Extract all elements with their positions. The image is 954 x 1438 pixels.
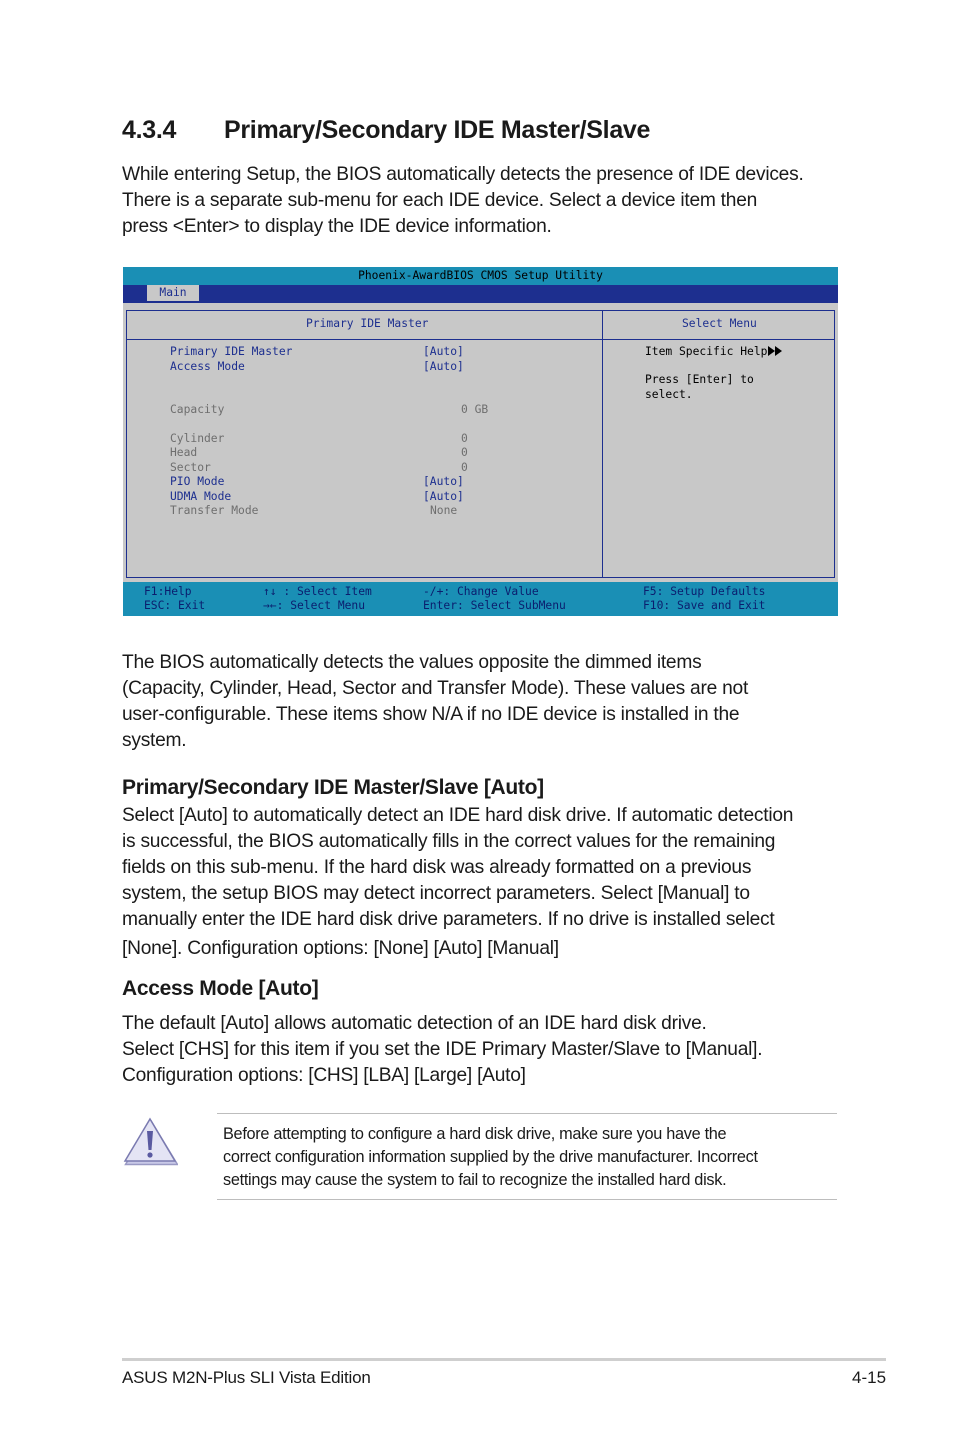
section-title-text: Primary/Secondary IDE Master/Slave xyxy=(224,116,651,144)
bios-key-change: -/+: Change Value xyxy=(423,585,539,598)
sub1-line: is successful, the BIOS automatically fills in the correct values for the remaining xyxy=(122,831,776,852)
bios-value-sector: 0 xyxy=(461,461,468,474)
intro-paragraph xyxy=(122,162,852,240)
bios-item-pio-mode[interactable]: PIO Mode xyxy=(170,475,225,488)
bios-item-head: Head xyxy=(170,446,198,459)
subheading-ide-master-slave: Primary/Secondary IDE Master/Slave [Auto] xyxy=(122,776,544,799)
intro-line: There is a separate sub-menu for each IDE device. Select a device item then xyxy=(122,190,758,211)
detect-line: user-configurable. These items show N/A if no IDE device is installed in the xyxy=(122,704,740,725)
footer-rule xyxy=(122,1358,886,1361)
bios-item-primary-ide-master[interactable]: Primary IDE Master xyxy=(170,345,293,358)
detect-paragraph xyxy=(122,650,852,754)
bios-key-f1: F1:Help xyxy=(144,585,192,598)
bios-item-udma-mode[interactable]: UDMA Mode xyxy=(170,490,232,503)
sub1-line: manually enter the IDE hard disk drive parameters. If no drive is installed select xyxy=(122,909,775,930)
bios-title-bar: Phoenix-AwardBIOS CMOS Setup Utility xyxy=(123,267,838,285)
sub1-line: fields on this sub-menu. If the hard disk was already formatted on a previous xyxy=(122,857,752,878)
sub1-line: system, the setup BIOS may detect incorrect parameters. Select [Manual] to xyxy=(122,883,750,904)
bios-value-head: 0 xyxy=(461,446,468,459)
note-line: Before attempting to configure a hard disk drive, make sure you have the xyxy=(223,1125,727,1143)
bios-key-updown: ↑↓ : Select Item xyxy=(263,585,372,598)
bios-value-primary-ide-master[interactable]: [Auto] xyxy=(423,345,464,358)
sub2-line: The default [Auto] allows automatic detection of an IDE hard disk drive. xyxy=(122,1013,707,1034)
bios-value-access-mode[interactable]: [Auto] xyxy=(423,360,464,373)
bios-key-legend xyxy=(123,582,838,616)
bios-value-cylinder: 0 xyxy=(461,432,468,445)
sub2-line: Configuration options: [CHS] [LBA] [Large] [Auto] xyxy=(122,1065,526,1086)
bios-right-header: Select Menu xyxy=(682,317,757,330)
intro-line: While entering Setup, the BIOS automatically detects the presence of IDE devices. xyxy=(122,164,804,185)
bios-item-sector: Sector xyxy=(170,461,211,474)
bios-tab-main[interactable]: Main xyxy=(147,285,199,301)
bios-value-transfer-mode: None xyxy=(430,504,458,517)
note-bottom-rule xyxy=(217,1199,837,1200)
page-number: 4-15 xyxy=(852,1368,887,1387)
bios-key-enter: Enter: Select SubMenu xyxy=(423,599,566,612)
bios-help-title-text: Item Specific Help xyxy=(645,345,768,358)
bios-item-capacity: Capacity xyxy=(170,403,225,416)
bios-help-line: Press [Enter] to xyxy=(645,373,754,386)
note-top-rule xyxy=(217,1113,837,1114)
bios-header-divider xyxy=(126,339,835,340)
section-number: 4.3.4 xyxy=(122,116,177,144)
warning-icon xyxy=(122,1116,178,1171)
sub1-line: Select [Auto] to automatically detect an IDE hard disk drive. If automatic detection xyxy=(122,805,794,826)
sub2-paragraph xyxy=(122,1011,862,1089)
bios-left-header: Primary IDE Master xyxy=(306,317,429,330)
bios-screenshot xyxy=(123,267,838,616)
bios-item-cylinder: Cylinder xyxy=(170,432,225,445)
bios-item-access-mode[interactable]: Access Mode xyxy=(170,360,245,373)
bios-item-transfer-mode: Transfer Mode xyxy=(170,504,259,517)
note-line: settings may cause the system to fail to recognize the installed hard disk. xyxy=(223,1171,727,1189)
caution-note xyxy=(223,1123,833,1192)
section-title xyxy=(122,116,650,145)
bios-help-line: select. xyxy=(645,388,693,401)
note-line: correct configuration information supplied by the drive manufacturer. Incorrect xyxy=(223,1148,758,1166)
detect-line: system. xyxy=(122,730,187,751)
bios-help-title xyxy=(645,345,783,360)
double-arrow-right-icon xyxy=(767,346,783,360)
subheading-access-mode: Access Mode [Auto] xyxy=(122,977,319,1000)
sub2-line: Select [CHS] for this item if you set the IDE Primary Master/Slave to [Manual]. xyxy=(122,1039,763,1060)
bios-value-pio-mode[interactable]: [Auto] xyxy=(423,475,464,488)
detect-line: (Capacity, Cylinder, Head, Sector and Transfer Mode). These values are not xyxy=(122,678,749,699)
sub1-line: [None]. Configuration options: [None] [Auto] [Manual] xyxy=(122,938,559,959)
bios-key-f5: F5: Setup Defaults xyxy=(643,585,766,598)
bios-key-esc: ESC: Exit xyxy=(144,599,206,612)
bios-value-capacity: 0 GB xyxy=(461,403,489,416)
bios-key-leftright: →←: Select Menu xyxy=(263,599,366,612)
footer-product-name: ASUS M2N-Plus SLI Vista Edition xyxy=(122,1368,371,1387)
bios-menu-bar xyxy=(123,285,838,303)
bios-key-f10: F10: Save and Exit xyxy=(643,599,766,612)
bios-value-udma-mode[interactable]: [Auto] xyxy=(423,490,464,503)
sub1-paragraph xyxy=(122,803,862,962)
detect-line: The BIOS automatically detects the values opposite the dimmed items xyxy=(122,652,702,673)
intro-line: press <Enter> to display the IDE device information. xyxy=(122,216,552,237)
bios-panel-divider xyxy=(602,310,603,578)
